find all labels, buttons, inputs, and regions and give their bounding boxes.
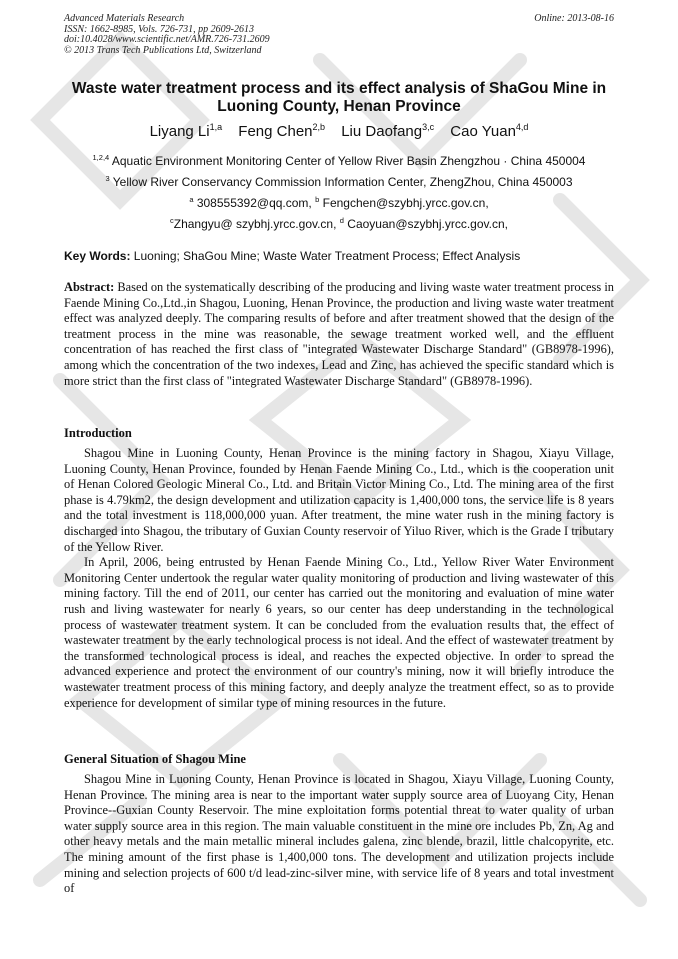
general-situation-body [64, 772, 614, 897]
affiliation: $^{1,2,4}$ Aquatic Environment Monitoring Center of Yellow River Basin Zhengzhou · China 450004 [92, 153, 586, 168]
author: Liyang Li$^{1,a}$ [149, 122, 223, 140]
paragraph: Shagou Mine in Luoning County, Henan Province is located in Shagou, Xiayu Village, Luoning County, Henan Province. The mining area is near to the important water supply source area of Luoyang City, Henan Province--Guxian County Reservoir. The mine exploitation forms potential threat to water quality of urban water supply source area in this region. The main valuable constituent in the mine ore includes Pb, Zn, Ag and other heavy metals and the main metallic mineral includes galena, zinc blende, brazil, little chalcopyrite, etc. The mining amount of the first phase is 1,400,000 tons. The development and utilization projects include mining and selection projects of 600 t/d lead-zinc-silver mine, with service life of 8 years and total investment of [64, 772, 614, 896]
affiliation: $^3$ Yellow River Conservancy Commission Information Center, ZhengZhou, China 450003 [105, 174, 573, 189]
journal-name: Advanced Materials Research [64, 13, 185, 24]
introduction-body [64, 446, 614, 711]
email-line: $^a$ 308555392@qq.com, $^b$ Fengchen@szybhj.yrcc.gov.cn, [189, 195, 489, 210]
author: Feng Chen$^{2,b}$ [238, 122, 326, 140]
author: Liu Daofang$^{3,c}$ [341, 122, 435, 140]
issn-line: ISSN: 1662-8985, Vols. 726-731, pp 2609-2613 [64, 23, 254, 35]
copyright-line: © 2013 Trans Tech Publications Ltd, Switzerland [64, 44, 262, 56]
paragraph: Shagou Mine in Luoning County, Henan Province is the mining factory in Shagou, Xiayu Village, Luoning County, Henan Province, founded by Henan Faende Mining Co., Ltd., which is the cooperation unit of Henan Colored Geologic Mineral Co., Ltd. and Britain Victor Mining Co., Ltd. The mining area of the first phase is 4.79km2, the design development and utilization capacity is 1,400,000 tons, the service life is 8 years and the total investment is 118,000,000 yuan. After treatment, the mine water rush in the mining factory is discharged into Shagou, the tributary of Guxian County reservoir of Yiluo River, which is the Grade I tributary of the Yellow River. [64, 446, 614, 554]
online-date: Online: 2013-08-16 [534, 13, 614, 24]
keywords: Key Words: Luoning; ShaGou Mine; Waste Water Treatment Process; Effect Analysis [64, 249, 521, 263]
author: Cao Yuan$^{4,d}$ [450, 122, 529, 140]
paper-title: Waste water treatment process and its effect analysis of ShaGou Mine in Luoning County, Henan Province [71, 80, 607, 115]
abstract-text: Based on the systematically describing of the producing and living waste water treatment process in Faende Mining Co.,Ltd.,in Shagou, Luoning, Henan Province, the production and living waste water treatment effect was analyzed deeply. The comparing results of before and after treatment showed that the design of the treatment process in the mine was reasonable, the sewage treatment worked well, and the effluent concentration of has reached the first class of "integrated Wastewater Discharge Standard" (GB8978-1996), among which the concentration of the two indexes, Lead and Zinc, has achieved the specific standard which is more strict than the first class of "integrated Wastewater Discharge Standard" (GB8978-1996). [64, 280, 614, 388]
doi-line: doi:10.4028/www.scientific.net/AMR.726-731.2609 [64, 34, 270, 45]
paragraph: In April, 2006, being entrusted by Henan Faende Mining Co., Ltd., Yellow River Water Environment Monitoring Center undertook the regular water quality monitoring of production and living wastewater of this mining factory. Till the end of 2011, our center has carried out the monitoring and evaluation of mine water rush and living wastewater for nearly 6 years, so our center has deep understanding in the technological process of wastewater treatment system. It can be concluded from the evaluation results that, the effect of wastewater treatment by the early technological process is not ideal. And the effect of wastewater treatment by the transformed technological process is ideal, and reaches the expected objective. In order to spread the advanced experience and protect the environment of our country's mining, now it will briefly introduce the wastewater treatment process of this mining factory, and deeply analyze the treatment effect, so as to provide experience for development of similar type of mining resources in the future. [64, 555, 614, 710]
email-line: $^c$Zhangyu@ szybhj.yrcc.gov.cn, $^d$ Caoyuan@szybhj.yrcc.gov.cn, [170, 216, 508, 231]
abstract-label: Abstract: [64, 280, 115, 294]
journal-header [64, 14, 270, 56]
author-list [0, 122, 678, 140]
section-heading-general-situation: General Situation of Shagou Mine [64, 752, 246, 766]
section-heading-introduction: Introduction [64, 426, 132, 440]
abstract [64, 280, 614, 389]
